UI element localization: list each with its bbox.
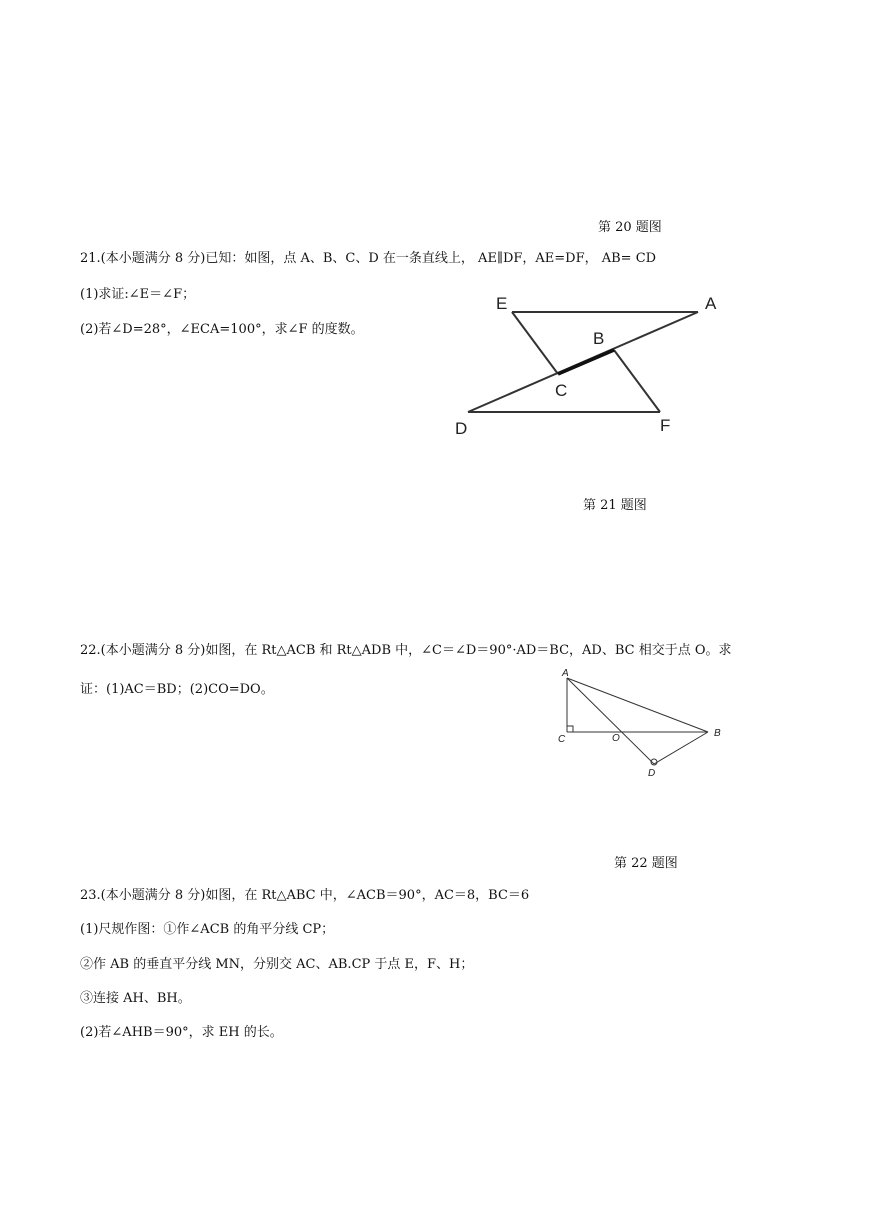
label-a: A	[562, 668, 569, 679]
segment-ec	[512, 312, 558, 374]
label-a: A	[705, 294, 717, 313]
figure-21-caption: 第 21 题图	[583, 498, 647, 513]
segment-bc	[558, 350, 614, 374]
q23-part3: ③连接 AH、BH。	[80, 991, 191, 1006]
q22-stem-line2: 证：(1)AC＝BD；(2)CO=DO。	[80, 682, 274, 697]
q23-part4: (2)若∠AHB＝90°，求 EH 的长。	[80, 1025, 283, 1040]
segment-ab	[567, 678, 708, 732]
q23-stem: 23.(本小题满分 8 分)如图，在 Rt△ABC 中，∠ACB＝90°，AC＝8，BC＝6	[80, 888, 530, 903]
q23-part1: (1)尺规作图：①作∠ACB 的角平分线 CP；	[80, 922, 335, 937]
label-b: B	[714, 728, 721, 739]
segment-db	[654, 732, 708, 764]
right-angle-mark-d	[651, 759, 657, 765]
q21-part2: (2)若∠D=28°，∠ECA=100°，求∠F 的度数。	[80, 322, 364, 337]
figure-22-caption: 第 22 题图	[614, 856, 678, 871]
label-f: F	[660, 416, 671, 435]
q22-stem-line1: 22.(本小题满分 8 分)如图，在 Rt△ACB 和 Rt△ADB 中，∠C＝∠D＝90°·AD＝BC，AD、BC 相交于点 O。求	[80, 643, 732, 658]
right-angle-mark-c	[567, 726, 573, 732]
segment-ad	[567, 678, 654, 764]
label-d: D	[455, 419, 468, 438]
q21-stem: 21.(本小题满分 8 分)已知：如图，点 A、B、C、D 在一条直线上， AE∥DF，AE=DF， AB= CD	[80, 251, 657, 266]
figure-20-caption: 第 20 题图	[598, 220, 662, 235]
label-e: E	[496, 294, 508, 313]
label-c: C	[555, 381, 568, 400]
segment-ad	[468, 312, 698, 412]
q21-part1: (1)求证:∠E＝∠F；	[80, 287, 196, 302]
label-o: O	[612, 733, 620, 744]
label-c: C	[558, 734, 566, 745]
segment-bf	[614, 350, 660, 412]
q23-part2: ②作 AB 的垂直平分线 MN，分别交 AC、AB.CP 于点 E，F、H；	[80, 957, 474, 972]
label-d: D	[648, 768, 656, 779]
label-b: B	[593, 329, 605, 348]
